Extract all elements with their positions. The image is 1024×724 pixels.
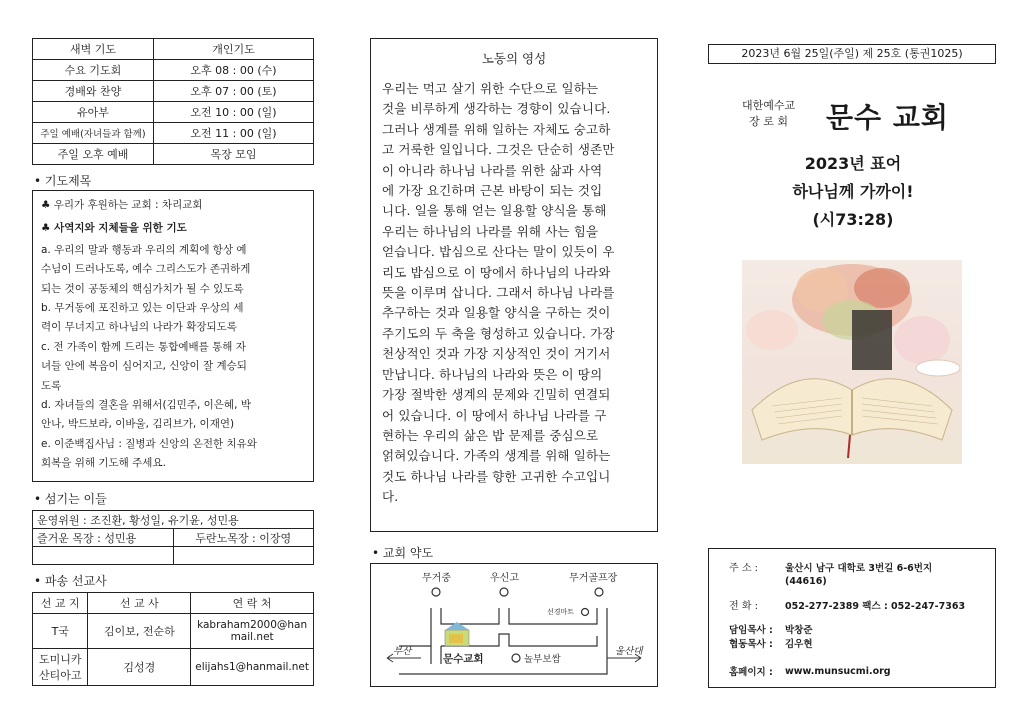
mission-place: 도미니카 산티아고 bbox=[33, 649, 88, 686]
prayer-heading: ♣ 사역지와 지체들을 위한 기도 bbox=[41, 222, 187, 235]
map-label-nolbu: 놀부보쌈 bbox=[524, 654, 561, 665]
map-section-title: • 교회 약도 bbox=[372, 544, 433, 561]
church-map bbox=[370, 563, 658, 687]
essay-line: 얽혀있습니다. 가족의 생계를 위해 일하는 bbox=[382, 448, 611, 464]
worship-schedule-table bbox=[32, 38, 314, 165]
essay-line: 에 가장 요긴하며 근본 바탕이 되는 것입 bbox=[382, 183, 603, 199]
address-label: 주 소 : bbox=[729, 563, 759, 574]
map-marker-usingo bbox=[500, 588, 508, 596]
schedule-name: 유아부 bbox=[33, 102, 154, 123]
mission-header-contact: 연 락 처 bbox=[191, 593, 314, 614]
church-name: 문수 교회 bbox=[826, 101, 949, 134]
homepage-label: 홈페이지 : bbox=[729, 667, 773, 678]
phone-label: 전 화 : bbox=[729, 601, 759, 612]
prayer-support: ♣ 우리가 후원하는 교회 : 차리교회 bbox=[41, 199, 203, 211]
assoc-pastor-label: 협동목사 : bbox=[729, 639, 773, 650]
bible-flowers-illustration bbox=[742, 260, 962, 464]
pastor-value: 박창준 bbox=[785, 625, 813, 636]
schedule-time: 오후 08 : 00 (수) bbox=[154, 60, 314, 81]
prayer-item-line: 되는 것이 공동체의 핵심가치가 될 수 있도록 bbox=[41, 282, 244, 295]
denomination-line2: 장 로 회 bbox=[749, 115, 788, 128]
prayer-section-title: • 기도제목 bbox=[34, 172, 91, 189]
prayer-item-line: 수님이 드러나도록, 예수 그리스도가 존귀하게 bbox=[41, 263, 251, 276]
missionaries-section-title: • 파송 선교사 bbox=[34, 572, 107, 589]
prayer-item-line: a. 우리의 말과 행동과 우리의 계획에 항상 예 bbox=[41, 243, 247, 256]
homepage-link[interactable]: www.munsucmi.org bbox=[785, 665, 891, 677]
address-value: 울산시 남구 대학로 3번길 6-6번지 bbox=[785, 562, 933, 574]
schedule-time: 오후 07 : 00 (토) bbox=[154, 81, 314, 102]
servers-empty-cell bbox=[173, 547, 314, 565]
essay-box bbox=[370, 38, 658, 532]
map-drawing bbox=[371, 564, 657, 686]
schedule-time: 목장 모임 bbox=[154, 144, 314, 165]
prayer-item-line: d. 자녀들의 결혼을 위해서(김민주, 이은혜, 박 bbox=[41, 399, 251, 412]
essay-body bbox=[382, 79, 646, 508]
contact-table bbox=[729, 559, 965, 678]
schedule-time: 오전 10 : 00 (일) bbox=[154, 102, 314, 123]
essay-line: 만납니다. 하나님의 나라와 뜻은 이 땅의 bbox=[382, 366, 603, 382]
essay-title: 노동의 영성 bbox=[481, 51, 547, 66]
motto-verse: (시73:28) bbox=[812, 210, 894, 229]
map-label-ulsandae: 울산대 bbox=[615, 646, 643, 657]
essay-line: 니다. 일을 통해 얻는 일용할 양식을 통해 bbox=[382, 203, 607, 219]
essay-line: 고 거룩한 일입니다. 그것은 단순히 생존만 bbox=[382, 142, 615, 158]
schedule-name: 주일 오후 예배 bbox=[33, 144, 154, 165]
map-marker-nolbu bbox=[512, 654, 520, 662]
church-building-icon bbox=[445, 622, 469, 646]
map-label-golf: 무거골프장 bbox=[569, 573, 618, 584]
mission-name: 김이보, 전순하 bbox=[88, 614, 191, 649]
essay-line: 것을 비루하게 생각하는 경향이 있습니다. bbox=[382, 101, 611, 117]
prayer-item-line: 회복을 위해 기도해 주세요. bbox=[41, 457, 166, 470]
essay-line: 현하는 우리의 삶은 밥 문제를 중심으로 bbox=[382, 427, 599, 443]
motto bbox=[708, 150, 998, 234]
missionaries-table bbox=[32, 592, 314, 686]
essay-line: 어 있습니다. 이 땅에서 하나님 나라를 구 bbox=[382, 407, 607, 423]
servers-committee: 운영위원 : 조진환, 황성일, 유기윤, 성민용 bbox=[33, 511, 314, 529]
phone-value: 052-277-2389 팩스 : 052-247-7363 bbox=[785, 600, 966, 612]
essay-line: 가장 절박한 생계의 문제와 긴밀히 연결되 bbox=[382, 387, 611, 403]
essay-line: 우리는 먹고 살기 위한 수단으로 일하는 bbox=[382, 81, 599, 96]
pastor-label: 담임목사 : bbox=[729, 625, 773, 636]
schedule-row bbox=[33, 144, 314, 165]
map-label-mart: 선경마트 bbox=[547, 608, 575, 616]
map-label-busan: 부산 bbox=[393, 646, 412, 657]
prayer-item-line: b. 무거동에 포진하고 있는 이단과 우상의 세 bbox=[41, 302, 244, 315]
essay-line: 것도 하나님 나라를 향한 고귀한 수고입니 bbox=[382, 468, 611, 484]
schedule-time: 오전 11 : 00 (일) bbox=[154, 123, 314, 144]
essay-line: 이 아니라 하나님 나라를 위한 삶과 사역 bbox=[382, 162, 603, 178]
schedule-name: 경배와 찬양 bbox=[33, 81, 154, 102]
essay-line: 추구하는 것과 일용할 양식을 구하는 것이 bbox=[382, 305, 611, 321]
map-label-mugeojung: 무거중 bbox=[422, 573, 451, 584]
denomination bbox=[742, 98, 795, 130]
schedule-name: 수요 기도회 bbox=[33, 60, 154, 81]
mission-name: 김성경 bbox=[88, 649, 191, 686]
essay-line: 얻습니다. 밥심으로 산다는 말이 있듯이 우 bbox=[382, 244, 615, 260]
map-label-usingo: 우신고 bbox=[490, 573, 519, 584]
servers-table bbox=[32, 510, 314, 565]
essay-line: 다. bbox=[382, 489, 399, 505]
denomination-line1: 대한예수교 bbox=[742, 99, 796, 112]
essay-line: 주기도의 두 축을 형성하고 있습니다. 가장 bbox=[382, 325, 615, 341]
motto-year: 2023년 표어 bbox=[804, 154, 902, 173]
map-marker-mart bbox=[582, 609, 589, 616]
issue-info: 2023년 6월 25일(주일) 제 25호 (통권1025) bbox=[708, 44, 996, 64]
schedule-name: 주일 예배(자녀들과 함께) bbox=[33, 123, 154, 144]
prayer-item-line: 안나, 박드보라, 이바울, 김리브가, 이재연) bbox=[41, 418, 235, 431]
essay-line: 천상적인 것과 가장 지상적인 것이 거기서 bbox=[382, 346, 611, 362]
motto-text: 하나님께 가까이! bbox=[792, 182, 914, 201]
map-marker-mugeojung bbox=[432, 588, 440, 596]
bible-flowers-photo bbox=[742, 260, 962, 464]
essay-line: 뜻을 이루며 삽니다. 그래서 하나님 나라를 bbox=[382, 285, 615, 301]
schedule-row bbox=[33, 60, 314, 81]
mission-contact: kabraham2000@hanmail.net bbox=[191, 614, 314, 649]
mission-contact: elijahs1@hanmail.net bbox=[191, 649, 314, 686]
essay-line: 그러나 생계를 위해 일하는 자체도 숭고하 bbox=[382, 121, 611, 137]
contact-box bbox=[708, 548, 996, 688]
map-marker-golf bbox=[595, 588, 603, 596]
servers-section-title: • 섬기는 이들 bbox=[34, 490, 107, 507]
servers-leader1: 즐거운 목장 : 성민용 bbox=[33, 529, 174, 547]
prayer-item-line: e. 이준백집사님 : 질병과 신앙의 온전한 치유와 bbox=[41, 437, 257, 450]
prayer-box bbox=[32, 190, 314, 482]
assoc-pastor-value: 김우현 bbox=[785, 639, 813, 650]
mission-header-name: 선 교 사 bbox=[88, 593, 191, 614]
mission-header-place: 선 교 지 bbox=[33, 593, 88, 614]
essay-line: 우리는 하나님의 나라를 위해 사는 힘을 bbox=[382, 223, 599, 239]
schedule-row bbox=[33, 123, 314, 144]
prayer-item-line: 도록 bbox=[41, 379, 62, 392]
schedule-name: 새벽 기도 bbox=[33, 39, 154, 60]
servers-leader2: 두란노목장 : 이장영 bbox=[173, 529, 314, 547]
zip-spacer bbox=[729, 574, 785, 587]
essay-line: 리도 밥심으로 이 땅에서 하나님의 나라와 bbox=[382, 264, 611, 280]
mission-place: T국 bbox=[33, 614, 88, 649]
servers-empty-cell bbox=[33, 547, 174, 565]
map-label-church: 문수교회 bbox=[443, 653, 484, 665]
schedule-row bbox=[33, 39, 314, 60]
schedule-row bbox=[33, 102, 314, 123]
prayer-item-line: 력이 무너지고 하나님의 나라가 확장되도록 bbox=[41, 321, 237, 334]
zip-value: (44616) bbox=[785, 576, 827, 587]
schedule-row bbox=[33, 81, 314, 102]
prayer-item-line: 녀들 안에 복음이 심어지고, 신앙이 잘 계승되 bbox=[41, 360, 247, 373]
prayer-item-line: c. 전 가족이 함께 드리는 통합예배를 통해 자 bbox=[41, 340, 246, 353]
schedule-time: 개인기도 bbox=[154, 39, 314, 60]
